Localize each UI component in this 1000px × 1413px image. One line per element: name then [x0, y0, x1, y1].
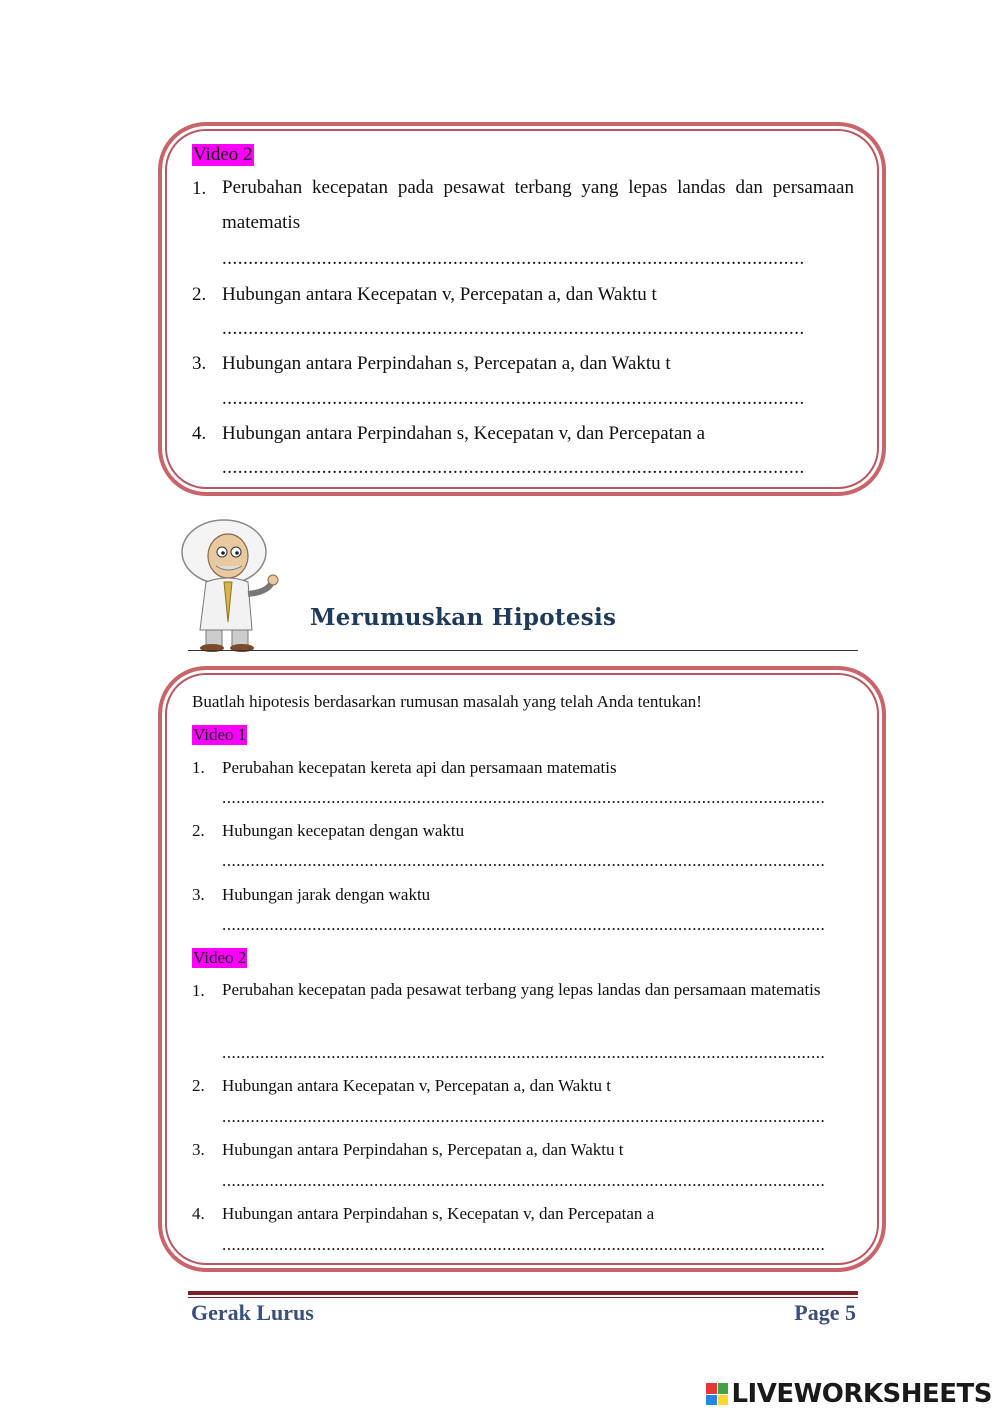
video2-questions-box [158, 122, 886, 496]
brand-text: LIVEWORKSHEETS [731, 1379, 992, 1409]
item-number: 3. [192, 1140, 205, 1159]
video1-list [192, 758, 854, 938]
footer-divider-thin [188, 1297, 858, 1298]
answer-line[interactable]: ............................................................................................................................... [222, 1235, 826, 1254]
video2-tag-wrap [192, 948, 854, 968]
box1-content [192, 144, 854, 166]
item-text: Hubungan antara Kecepatan v, Percepatan a, dan Waktu t [222, 1076, 611, 1095]
answer-line[interactable]: ............................................................................................................................... [222, 1107, 826, 1126]
item-number: 1. [192, 758, 205, 777]
item-number: 2. [192, 284, 207, 305]
footer-chapter-title: Gerak Lurus [191, 1300, 314, 1325]
item-number: 4. [192, 1204, 205, 1223]
item-text: Hubungan antara Kecepatan v, Percepatan a, dan Waktu t [222, 284, 657, 305]
video2-list [192, 981, 854, 1261]
answer-line[interactable]: ............................................................................................................................... [222, 915, 826, 934]
answer-line[interactable]: ............................................................................................................... [222, 457, 805, 478]
item-text: Perubahan kecepatan kereta api dan persamaan matematis [222, 758, 617, 777]
item-number: 2. [192, 1076, 205, 1095]
item-number: 1. [192, 178, 207, 199]
answer-line[interactable]: ............................................................................................................................... [222, 1043, 826, 1062]
item-text: Hubungan kecepatan dengan waktu [222, 821, 465, 840]
item-text: Hubungan antara Perpindahan s, Percepatan a, dan Waktu t [222, 1140, 624, 1159]
professor-illustration-icon [176, 512, 286, 652]
section-title: Merumuskan Hipotesis [310, 604, 617, 631]
hypothesis-box [158, 666, 886, 1272]
item-text: Perubahan kecepatan pada pesawat terbang yang lepas landas dan persamaan matematis [222, 177, 854, 233]
intro-text: Buatlah hipotesis berdasarkan rumusan masalah yang telah Anda tentukan! [192, 692, 702, 711]
video1-tag: Video 1 [193, 725, 247, 744]
item-number: 4. [192, 423, 207, 444]
answer-line[interactable]: ............................................................................................................... [222, 318, 805, 339]
item-number: 2. [192, 821, 205, 840]
footer-divider [188, 1291, 858, 1295]
item-text: Perubahan kecepatan pada pesawat terbang yang lepas landas dan persamaan matematis [222, 980, 821, 999]
answer-line[interactable]: ............................................................................................................................... [222, 1171, 826, 1190]
video2-tag: Video 2 [193, 948, 247, 967]
liveworksheets-logo[interactable] [706, 1377, 992, 1411]
item-text: Hubungan antara Perpindahan s, Kecepatan v, dan Percepatan a [222, 423, 706, 444]
answer-line[interactable]: ............................................................................................................... [222, 248, 805, 269]
answer-line[interactable]: ............................................................................................................................... [222, 851, 826, 870]
answer-line[interactable]: ............................................................................................................... [222, 388, 805, 409]
video1-tag-wrap [192, 725, 854, 745]
item-number: 1. [192, 981, 205, 1000]
item-number: 3. [192, 353, 207, 374]
item-text: Hubungan jarak dengan waktu [222, 885, 431, 904]
liveworksheets-grid-icon [706, 1383, 728, 1405]
video2-tag: Video 2 [193, 144, 253, 165]
item-number: 3. [192, 885, 205, 904]
box1-list [192, 178, 854, 478]
item-text: Hubungan antara Perpindahan s, Percepatan a, dan Waktu t [222, 353, 671, 374]
footer-page-number: Page 5 [794, 1300, 856, 1325]
answer-line[interactable]: ............................................................................................................................... [222, 788, 826, 807]
item-text: Hubungan antara Perpindahan s, Kecepatan v, dan Percepatan a [222, 1204, 655, 1223]
title-divider [188, 650, 858, 651]
